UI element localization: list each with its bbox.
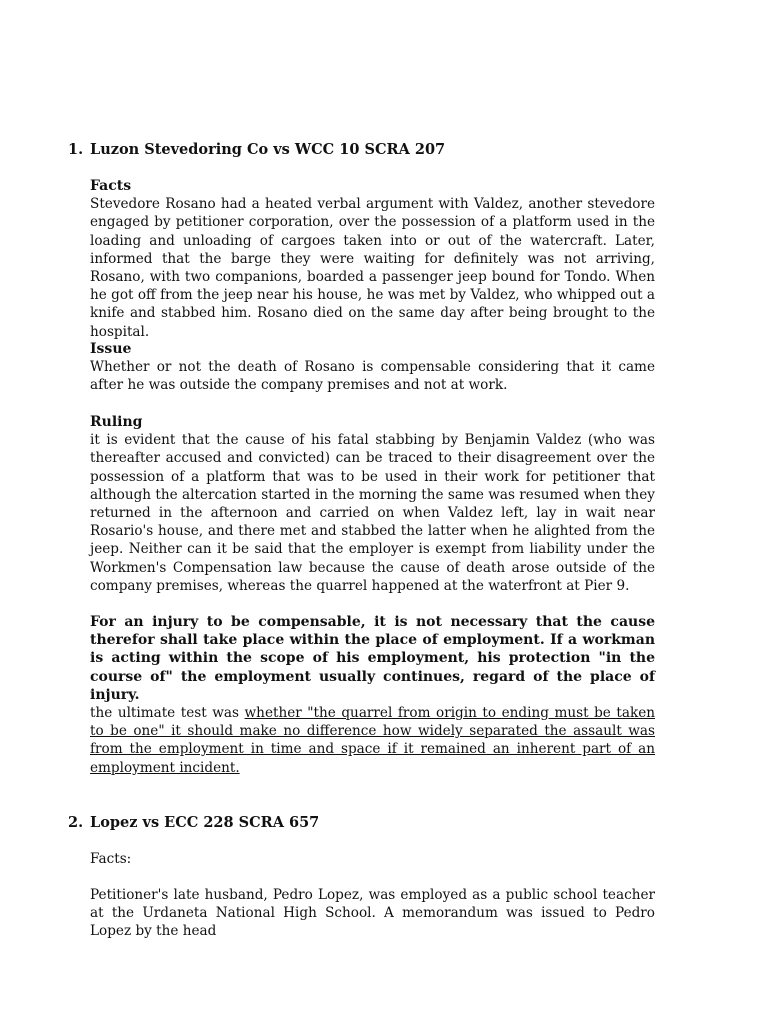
issue-text: Whether or not the death of Rosano is compensable considering that it came after he was outside the company premises and not at work.: [90, 359, 655, 394]
case-1-issue-section: [90, 340, 655, 395]
case-1-heading: [68, 141, 445, 159]
case-1-title: Luzon Stevedoring Co vs WCC 10 SCRA 207: [90, 141, 446, 158]
case-1-ultimate-test-paragraph: [90, 704, 655, 777]
issue-label: Issue: [90, 341, 132, 357]
ultimate-test-prefix: the ultimate test was: [90, 705, 245, 721]
ruling-label: Ruling: [90, 414, 143, 430]
case-2-facts-text: Petitioner's late husband, Pedro Lopez, was employed as a public school teacher at the Urdaneta National High School. A memorandum was issued to Pedro Lopez by the head: [90, 887, 655, 940]
case-2-title: Lopez vs ECC 228 SCRA 657: [90, 814, 320, 831]
ruling-text: it is evident that the cause of his fatal stabbing by Benjamin Valdez (who was thereafter accused and convicted) can be traced to their disagreement over the possession of a platform that was to be used in their work for petitioner that although the altercation started in the morning the same was resumed when they returned in the afternoon and carried on when Valdez left, lay in wait near Rosario's house, and there met and stabbed the latter when he alighted from the jeep. Neither can it be said that the employer is exempt from liability under the Workmen's Compensation law because the cause of death arose outside of the company premises, whereas the quarrel happened at the waterfront at Pier 9.: [90, 432, 655, 594]
ultimate-test-underlined: whether "the quarrel from origin to ending must be taken to be one" it should make no difference how widely separated the assault was from the employment in time and space if it remained an inherent part of an employment incident.: [90, 705, 655, 776]
case-1-principle-paragraph: For an injury to be compensable, it is not necessary that the cause therefor shall take place within the place of employment. If a workman is acting within the scope of his employment, his protection "in the course of" the employment usually continues, regard of the place of injury.: [90, 614, 655, 703]
case-1-ruling-section: [90, 413, 655, 595]
case-1-facts-section: [90, 177, 655, 341]
case-2-number: 2.: [68, 814, 84, 831]
case-2-heading: [68, 814, 319, 832]
case-1-number: 1.: [68, 141, 84, 158]
case-2-facts-label: Facts:: [90, 851, 132, 867]
facts-text: Stevedore Rosano had a heated verbal argument with Valdez, another stevedore engaged by petitioner corporation, over the possession of a platform used in the loading and unloading of cargoes taken into or out of the watercraft. Later, informed that the barge they were waiting for definitely was not arriving, Rosano, with two companions, boarded a passenger jeep bound for Tondo. When he got off from the jeep near his house, he was met by Valdez, who whipped out a knife and stabbed him. Rosano died on the same day after being brought to the hospital.: [90, 196, 655, 340]
facts-label: Facts: [90, 178, 132, 194]
